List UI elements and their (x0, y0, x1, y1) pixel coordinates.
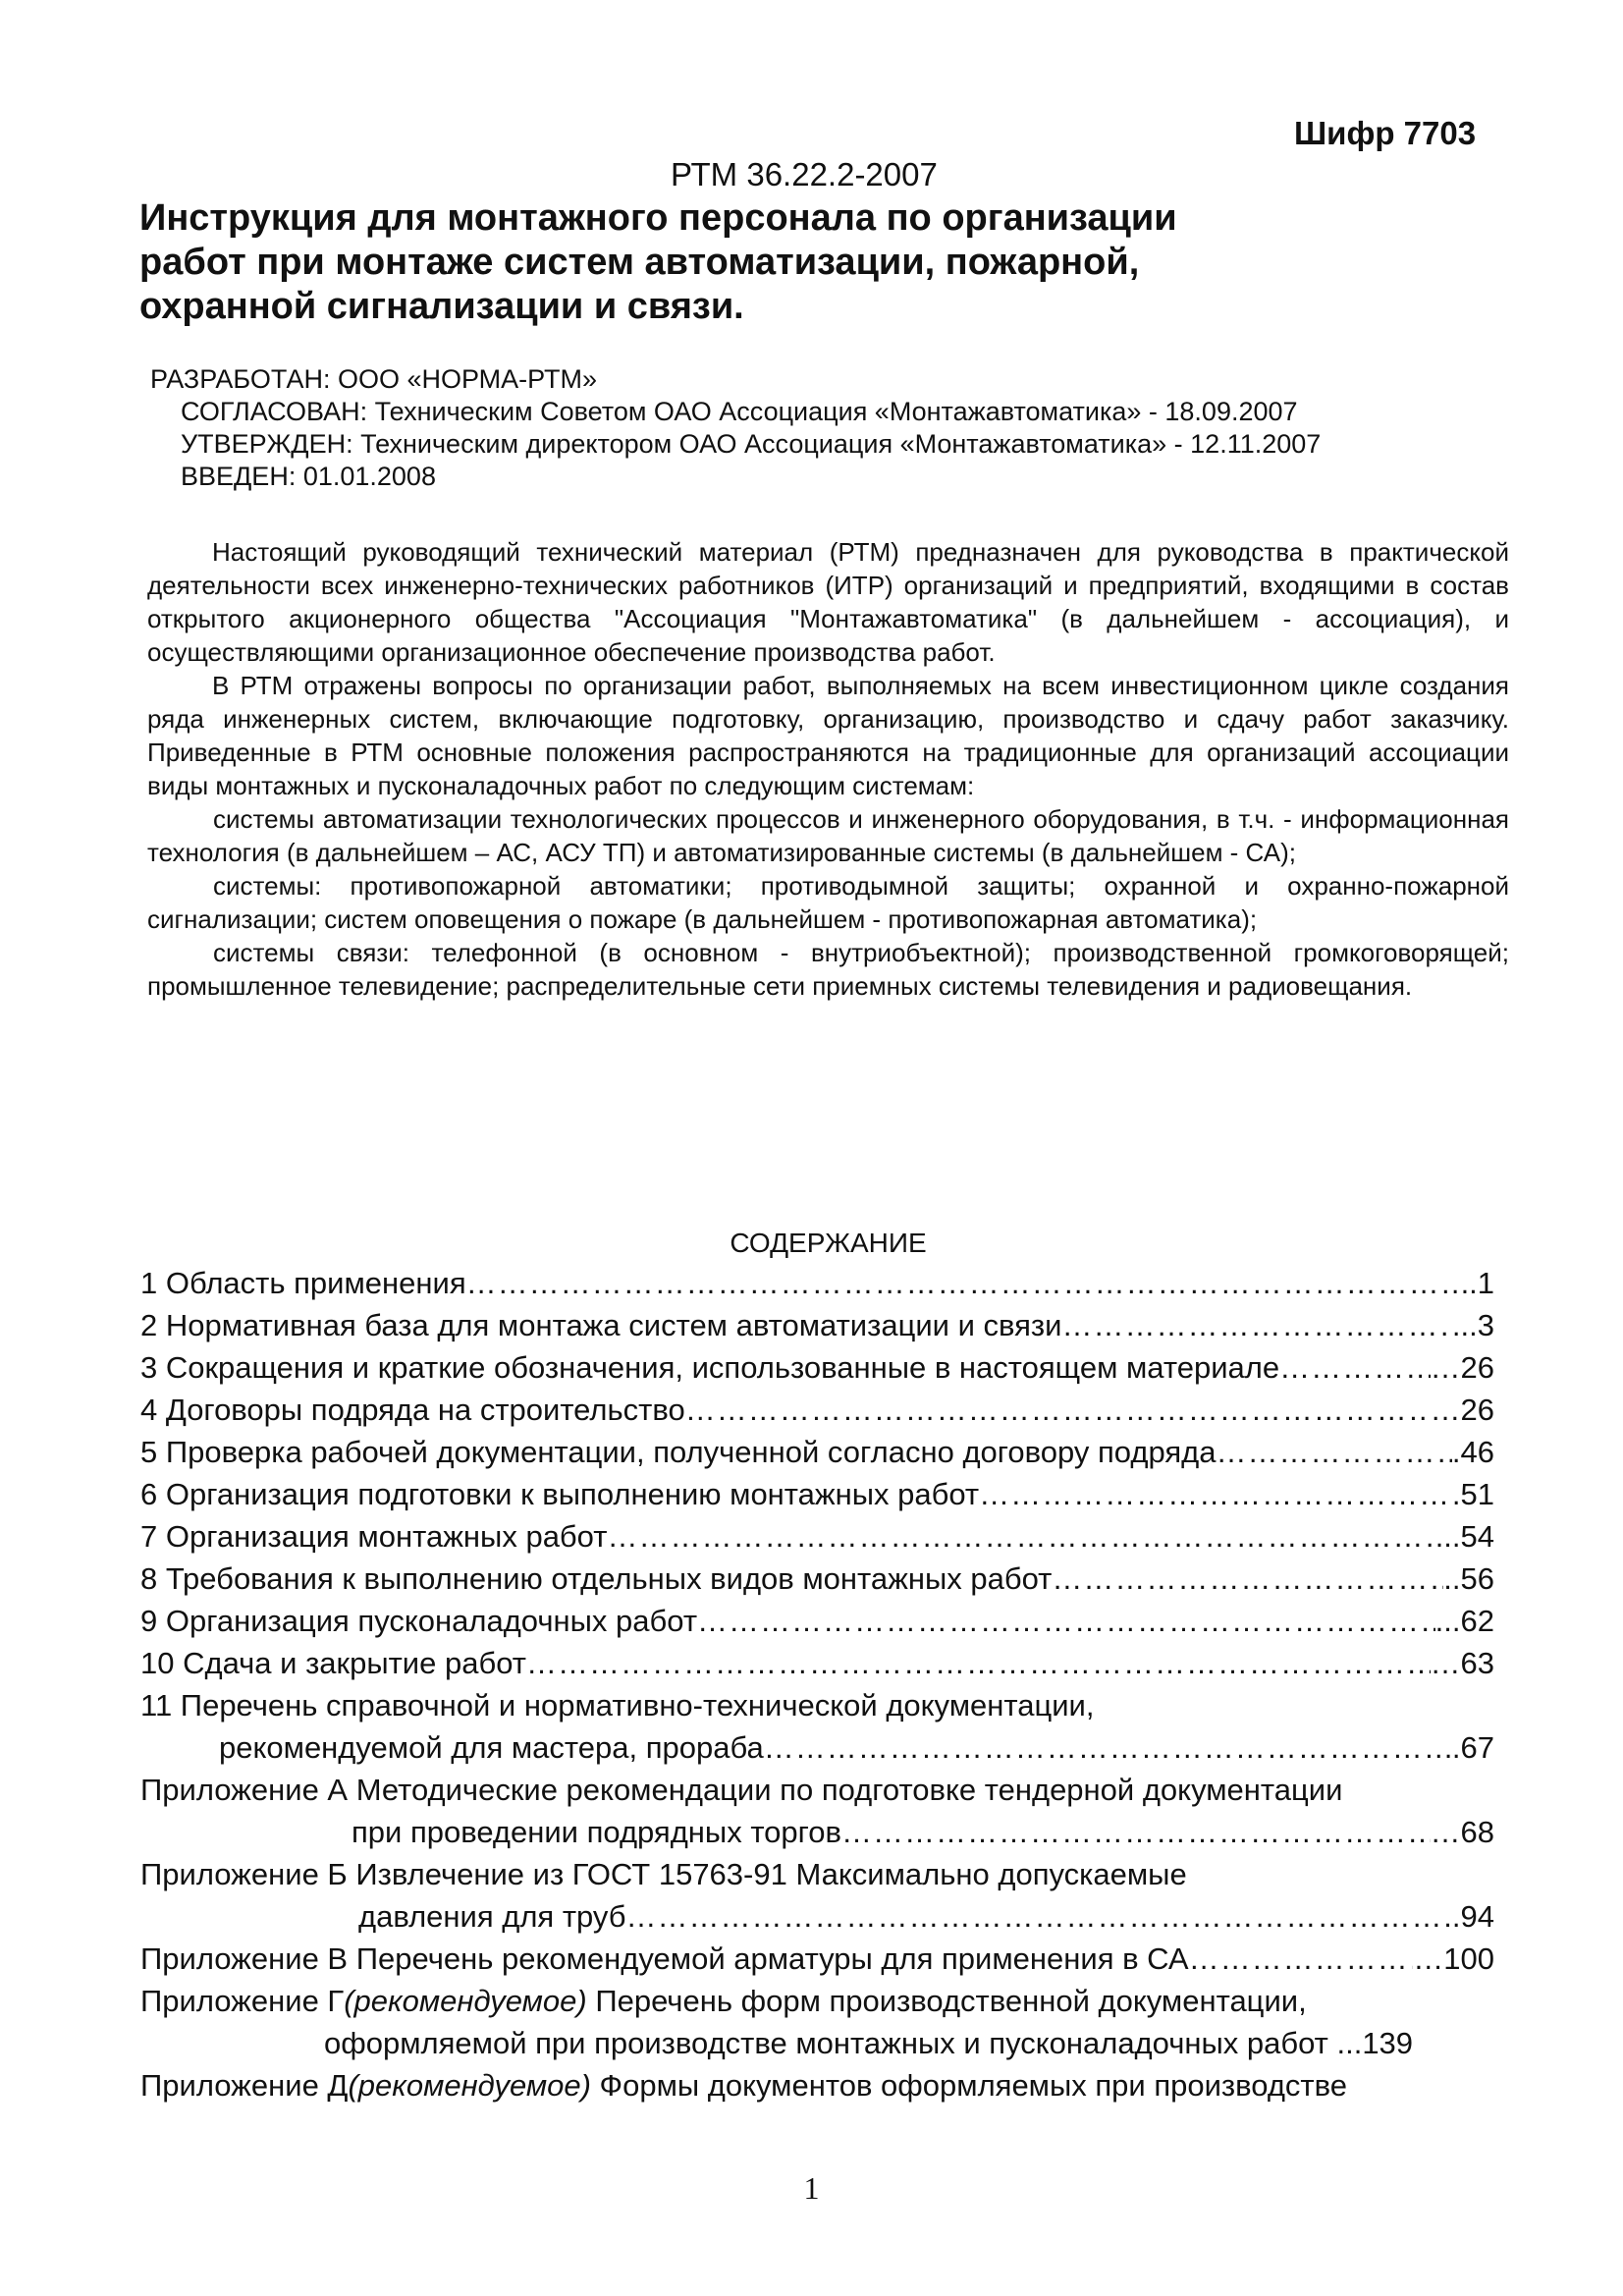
toc-leader-dots (1189, 1938, 1414, 1980)
agreed-by: СОГЛАСОВАН: Техническим Советом ОАО Ассоциация «Монтажавтоматика» - 18.09.2007 (181, 397, 1298, 426)
toc-entry-title: при проведении подрядных торгов (352, 1815, 841, 1849)
toc-entry-title: 2 Нормативная база для монтажа систем автоматизации и связи (140, 1308, 1062, 1342)
toc-entry-title: 5 Проверка рабочей документации, полученной согласно договору подряда (140, 1435, 1217, 1469)
toc-heading: СОДЕРЖАНИЕ (730, 1228, 927, 1258)
title-line: работ при монтаже систем автоматизации, пожарной, (139, 242, 1140, 283)
toc-entry-title: рекомендуемой для мастера, прораба (219, 1730, 764, 1765)
toc-entry (140, 2064, 1494, 2106)
toc-leader-dots (607, 1515, 1443, 1558)
toc-entry (140, 1769, 1494, 1811)
toc-leader-dots (1216, 1431, 1451, 1473)
toc-entry (140, 1938, 1494, 1980)
toc-entry-title: Приложение В Перечень рекомендуемой арматуры для применения в СА (140, 1941, 1189, 1976)
intro-paragraph: системы: противопожарной автоматики; противодымной защиты; охранной и охранно-пожарной сигнализации; систем оповещения о пожаре (в дальнейшем - противопожарная автоматика); (147, 871, 1509, 934)
document-cipher: Шифр 7703 (1294, 115, 1477, 151)
toc-entry-note: (рекомендуемое) (344, 1984, 587, 2018)
toc-entry (140, 1642, 1494, 1684)
toc-leader-dots (764, 1726, 1452, 1769)
toc-entry-note: (рекомендуемое) (348, 2068, 591, 2103)
toc-leader-dots (979, 1473, 1452, 1515)
intro-paragraph: системы связи: телефонной (в основном - внутриобъектной); производственной громкоговорящей; промышленное телевидение; распределительные сети приемных системы телевидения и радиовещания. (147, 938, 1509, 1001)
toc-leader-dots (1052, 1558, 1443, 1600)
toc-page-number: .46 (1451, 1435, 1494, 1469)
toc-leader-dots (466, 1262, 1470, 1304)
intro-paragraph: В РТМ отражены вопросы по организации работ, выполняемых на всем инвестиционном цикле создания ряда инженерных систем, включающие подготовку, организацию, производство и сдачу работ заказчику. Приведенные в РТМ основные положения распространяются на традиционные для организаций ассоциации виды монтажных и пусконаладочных работ по следующим системам: (147, 671, 1509, 800)
toc-entry (140, 1304, 1494, 1346)
document-title (139, 196, 1416, 329)
toc-entry (140, 1515, 1494, 1558)
toc-entry (140, 1980, 1494, 2022)
toc-leader-dots (1279, 1346, 1430, 1389)
toc-entry-title: Приложение Д (140, 2068, 349, 2103)
toc-entry-title: 9 Организация пусконаладочных работ (140, 1604, 698, 1638)
toc-page-number: …100 (1413, 1941, 1494, 1976)
toc-entry-title: 3 Сокращения и краткие обозначения, использованные в настоящем материале (140, 1350, 1280, 1385)
toc-entry (140, 1684, 1494, 1726)
toc-entry-title-rest: Формы документов оформляемых при производстве (590, 2068, 1347, 2103)
toc-entry-title: Приложение Г (140, 1984, 345, 2018)
toc-entry (140, 1431, 1494, 1473)
toc-page-number: ..94 (1443, 1899, 1494, 1934)
toc-entry-title: 11 Перечень справочной и нормативно-технической документации, (140, 1688, 1095, 1722)
toc-page-number: ..54 (1443, 1519, 1494, 1554)
toc-page-number: .51 (1451, 1477, 1494, 1511)
toc-leader-dots (697, 1600, 1435, 1642)
document-number: РТМ 36.22.2-2007 (671, 156, 938, 192)
toc-page-number: ...62 (1434, 1604, 1494, 1638)
toc-page-number: .1 (1469, 1266, 1494, 1300)
developed-by: РАЗРАБОТАН: ООО «НОРМА-РТМ» (150, 364, 597, 394)
toc-leader-dots (685, 1389, 1431, 1431)
toc-entry (140, 1473, 1494, 1515)
toc-entry (140, 1895, 1494, 1938)
toc-entry (140, 1811, 1494, 1853)
intro-paragraph: системы автоматизации технологических процессов и инженерного оборудования, в т.ч. - информационная технология (в дальнейшем – АС, АСУ ТП) и автоматизированные системы (в дальнейшем - СА); (147, 804, 1509, 867)
toc-entry (140, 1389, 1494, 1431)
toc-page-number: …26 (1430, 1350, 1494, 1385)
toc-entry-title: 10 Сдача и закрытие работ (140, 1646, 526, 1680)
toc-leader-dots (526, 1642, 1431, 1684)
toc-entry-title: Приложение А Методические рекомендации по подготовке тендерной документации (140, 1773, 1343, 1807)
approval-block (139, 363, 1321, 493)
toc-entry (140, 2022, 1494, 2064)
toc-entry-title: 1 Область применения (140, 1266, 466, 1300)
toc-page-number: …26 (1430, 1393, 1494, 1427)
toc-page-number: .67 (1451, 1730, 1494, 1765)
toc-leader-dots (1061, 1304, 1451, 1346)
toc-entry-title: 6 Организация подготовки к выполнению монтажных работ (140, 1477, 980, 1511)
toc-page-number: …63 (1430, 1646, 1494, 1680)
toc-page-number: …68 (1430, 1815, 1494, 1849)
title-line: Инструкция для монтажного персонала по организации (139, 197, 1177, 239)
toc-page-number: ...3 (1451, 1308, 1494, 1342)
introduction (147, 535, 1509, 1003)
toc-entry-title-rest: Перечень форм производственной документации, (586, 1984, 1307, 2018)
toc-entry-title: оформляемой при производстве монтажных и пусконаладочных работ ...139 (324, 2026, 1414, 2060)
toc-page-number: ..56 (1443, 1561, 1494, 1596)
toc-entry-title: давления для труб (358, 1899, 626, 1934)
toc-entry-title: 7 Организация монтажных работ (140, 1519, 608, 1554)
toc-entry (140, 1853, 1494, 1895)
toc-entry (140, 1558, 1494, 1600)
page-number: 1 (803, 2170, 820, 2206)
toc-entry (140, 1600, 1494, 1642)
approved-by: УТВЕРЖДЕН: Техническим директором ОАО Ассоциация «Монтажавтоматика» - 12.11.2007 (181, 429, 1322, 459)
toc-entry-title: Приложение Б Извлечение из ГОСТ 15763-91 Максимально допускаемые (140, 1857, 1187, 1891)
toc-entry (140, 1346, 1494, 1389)
toc-entry (140, 1262, 1494, 1304)
intro-paragraph: Настоящий руководящий технический материал (РТМ) предназначен для руководства в практической деятельности всех инженерно-технических работников (ИТР) организаций и предприятий, входящими в состав открытого акционерного общества "Ассоциация "Монтажавтоматика" (в дальнейшем - ассоциация), и осуществляющими организационное обеспечение производства работ. (147, 537, 1509, 667)
table-of-contents (140, 1262, 1494, 2106)
toc-leader-dots (626, 1895, 1444, 1938)
toc-entry-title: 8 Требования к выполнению отдельных видов монтажных работ (140, 1561, 1053, 1596)
toc-entry (140, 1726, 1494, 1769)
introduced-date: ВВЕДЕН: 01.01.2008 (181, 462, 436, 491)
toc-leader-dots (841, 1811, 1431, 1853)
title-line: охранной сигнализации и связи. (139, 286, 744, 327)
toc-entry-title: 4 Договоры подряда на строительство (140, 1393, 685, 1427)
